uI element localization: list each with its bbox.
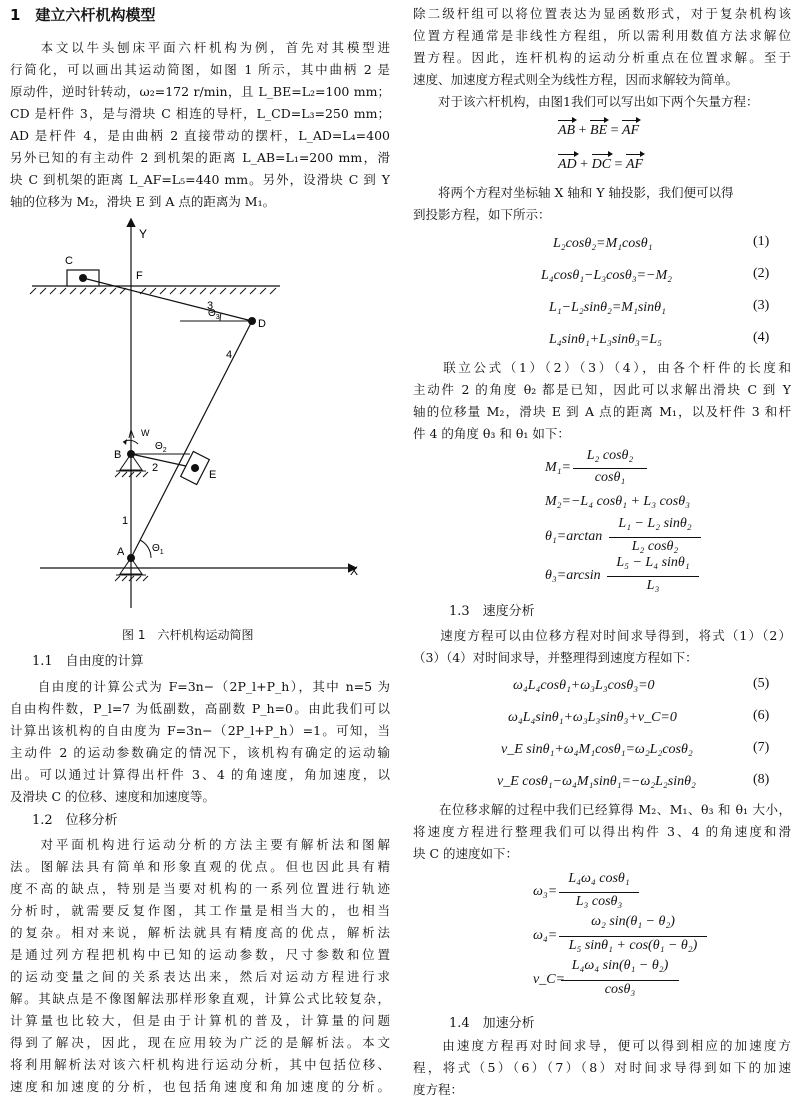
- omega4-numerator: ω₂ sin(θ₁ − θ₂): [591, 914, 675, 929]
- text-line: 解。其缺点是不像图解法那样形象直观，计算公式比较复杂，: [10, 991, 390, 1006]
- equation-number: (5): [753, 676, 770, 691]
- text-line: CD 是杆件 3，是与滑块 C 相连的导杆，L_CD=L₃=250 mm；: [10, 106, 390, 121]
- label-w: W: [141, 428, 150, 438]
- y-axis-label: Y: [139, 227, 148, 241]
- equation-number: (7): [753, 740, 770, 755]
- label-b: B: [114, 449, 122, 461]
- label-e: E: [209, 469, 217, 481]
- text-line: 速度、加速度方程式则全为线性方程，因而求解较为简单。: [413, 72, 739, 87]
- text-line: 将利用解析法对该六杆机构进行运动分析，其中包括位移、: [10, 1057, 390, 1072]
- text-line: 自由度的计算公式为 F=3n−（2P_l+P_h），其中 n=5 为: [10, 679, 390, 694]
- vector-equation-1: AB + BE = AF: [558, 121, 639, 141]
- label-c: C: [65, 255, 73, 267]
- theta2-label: $\Theta_2$: [155, 441, 167, 454]
- equation-6: ω₄L₄sinθ₁+ω₃L₃sinθ₃+v_C=0: [508, 710, 677, 725]
- m1-numerator: L₂ cosθ₂: [586, 448, 634, 463]
- theta3-lhs: θ₃=arcsin: [545, 568, 601, 583]
- theta1-lhs: θ₁=arctan: [545, 529, 603, 544]
- text-line: 对平面机构进行运动分析的方法主要有解析法和图解: [10, 837, 390, 852]
- text-line: 对于该六杆机构，由图1我们可以写出如下两个矢量方程：: [413, 94, 759, 109]
- equation-5: ω₄L₄cosθ₁+ω₃L₃cosθ₃=0: [513, 678, 655, 693]
- theta1-label: $\Theta_1$: [152, 543, 164, 556]
- text-line: 自由构件数，P_l=7 为低副数，高副数 P_h=0。由此我们可以: [10, 701, 390, 716]
- omega3-numerator: L₄ω₄ cosθ₁: [568, 871, 630, 886]
- text-line: 将速度方程进行整理我们可以得出构件 3、4 的角速度和滑: [413, 824, 791, 839]
- text-line: 计算量也比较大，但是由于计算机的普及，计算量的问题: [10, 1013, 390, 1028]
- text-line: AD 是杆件 4，是由曲柄 2 直接带动的摆杆，L_AD=L₄=400: [10, 128, 390, 143]
- text-line: 是通过列方程把机构中已知的运动参数，尺寸参数和位置: [10, 947, 390, 962]
- text-line: 出。可以通过计算得出杆件 3、4 的角速度，角加速度，以: [10, 767, 390, 782]
- m1-lhs: M₁=: [545, 460, 571, 475]
- equation-number: (4): [753, 330, 770, 345]
- text-line: 到投影方程，如下所示：: [413, 207, 551, 222]
- omega4-lhs: ω₄=: [533, 928, 558, 943]
- text-line: 分析时，就需要反复作图，其工作量是相当大的，也相当: [10, 903, 390, 918]
- link-3-number: 3: [207, 300, 214, 312]
- text-line: 轴的位移为 M₂，滑块 E 到 A 点的距离为 M₁。: [10, 194, 276, 209]
- vc-lhs: v_C=: [533, 972, 565, 987]
- text-line: 主动件 2 的角度 θ₂ 都是已知，因此可以求解出滑块 C 到 Y: [413, 382, 791, 397]
- label-f: F: [136, 270, 143, 282]
- text-line: 得到了解决，因此，现在应用较为广泛的是解析法。本文: [10, 1035, 390, 1050]
- label-a: A: [117, 546, 125, 558]
- link-4: [131, 321, 252, 558]
- subsection-heading: 1.1 自由度的计算: [32, 654, 144, 669]
- equation-3: L₁−L₂sinθ₂=M₁sinθ₁: [549, 300, 666, 315]
- theta3-denominator: L₃: [646, 578, 660, 593]
- theta3-label: $\Theta_3$: [208, 308, 220, 321]
- text-line: 块 C 到机架的距离 L_AF=L₅=440 mm。另外，设滑块 C 到 Y: [10, 172, 390, 187]
- link-3: [83, 278, 252, 321]
- text-line: 联立公式（1）（2）（3）（4），由各个杆件的长度和: [413, 360, 791, 375]
- text-line: 及滑块 C 的位移、速度和加速度等。: [10, 789, 216, 804]
- text-line: 度方程：: [413, 1082, 464, 1097]
- omega4-denominator: L₅ sinθ₁ + cos(θ₁ − θ₂): [568, 938, 698, 953]
- text-line: 件 4 的角度 θ₃ 和 θ₁ 如下：: [413, 426, 570, 441]
- text-line: （3）（4）对时间求导，并整理得到速度方程如下：: [413, 650, 698, 665]
- equation-number: (3): [753, 298, 770, 313]
- label-d: D: [258, 318, 266, 330]
- text-line: 计算出该机构的自由度为 F=3n−（2P_l+P_h）=1。可知，当: [10, 723, 390, 738]
- m2-expression: M₂=−L₄ cosθ₁ + L₃ cosθ₃: [545, 494, 690, 509]
- text-line: 位置方程通常是非线性方程组，所以需利用数值方法求解位: [413, 28, 791, 43]
- equation-number: (8): [753, 772, 770, 787]
- text-line: 本文以牛头刨床平面六杆机构为例，首先对其模型进: [10, 40, 390, 55]
- x-axis-label: X: [350, 564, 359, 578]
- text-line: 由速度方程再对时间求导，便可以得到相应的加速度方: [413, 1038, 791, 1053]
- equation-7: v_E sinθ₁+ω₄M₁cosθ₁=ω₂L₂cosθ₂: [501, 742, 693, 757]
- subsection-heading: 1.4 加速分析: [449, 1016, 535, 1031]
- text-line: 在位移求解的过程中我们已经算得 M₂、M₁、θ₃ 和 θ₁ 大小，: [413, 802, 791, 817]
- vc-numerator: L₄ω₄ sin(θ₁ − θ₂): [571, 958, 669, 973]
- slider-e: [181, 451, 210, 484]
- subsection-heading: 1.3 速度分析: [449, 604, 535, 619]
- subsection-heading: 1.2 位移分析: [32, 813, 118, 828]
- equation-2: L₄cosθ₁−L₃cosθ₃=−M₂: [541, 268, 672, 283]
- text-line: 速度和加速度的分析，也包括角速度和角加速度的分析。: [10, 1079, 390, 1094]
- section-heading: 1 建立六杆机构模型: [10, 6, 156, 24]
- equation-4: L₄sinθ₁+L₃sinθ₃=L₅: [549, 332, 663, 347]
- equation-number: (2): [753, 266, 770, 281]
- text-line: 的复杂。相对来说，解析法就具有精度高的优点，解析法: [10, 925, 390, 940]
- vc-denominator: cosθ₃: [604, 982, 636, 997]
- link-4-number: 4: [226, 349, 233, 361]
- text-line: 将两个方程对坐标轴 X 轴和 Y 轴投影，我们便可以得: [413, 185, 734, 200]
- text-line: 原动件，逆时针转动，ω₂=172 r/min，且 L_BE=L₂=100 mm；: [10, 84, 390, 99]
- theta1-numerator: L₁ − L₂ sinθ₂: [618, 516, 692, 531]
- text-line: 主动件 2 的运动参数确定的情况下，该机构有确定的运动输: [10, 745, 390, 760]
- equation-number: (6): [753, 708, 770, 723]
- link-2-number: 2: [152, 462, 159, 474]
- equation-number: (1): [753, 234, 770, 249]
- theta3-numerator: L₅ − L₄ sinθ₁: [616, 555, 690, 570]
- text-line: 度不高的缺点，特别是当要对机构的一系列位置进行轨迹: [10, 881, 390, 896]
- text-line: 轴的位移量 M₂，滑块 E 到 A 点的距离 M₁，以及杆件 3 和杆: [413, 404, 791, 419]
- text-line: 行简化，可以画出其运动简图，如图 1 所示，其中曲柄 2 是: [10, 62, 390, 77]
- m1-denominator: cosθ₁: [594, 470, 626, 485]
- omega3-denominator: L₃ cosθ₃: [575, 894, 623, 909]
- vector-equation-2: AD + DC = AF: [558, 155, 643, 175]
- text-line: 另外已知的有主动件 2 到机架的距离 L_AB=L₁=200 mm，滑: [10, 150, 390, 165]
- text-line: 法。图解法具有简单和形象直观的优点。但也因此具有精: [10, 859, 390, 874]
- mechanism-diagram: [10, 218, 390, 618]
- text-line: 除二级杆组可以将位置表达为显函数形式，对于复杂机构该: [413, 6, 791, 21]
- theta1-denominator: L₂ cosθ₂: [631, 539, 679, 554]
- text-line: 速度方程可以由位移方程对时间求导得到，将式（1）（2）: [413, 628, 791, 643]
- text-line: 置方程。因此，连杆机构的运动分析重点在位置求解。至于: [413, 50, 791, 65]
- omega3-lhs: ω₃=: [533, 884, 558, 899]
- link-1-number: 1: [122, 515, 129, 527]
- figure-caption: 图 1 六杆机构运动简图: [122, 628, 254, 642]
- equation-8: v_E cosθ₁−ω₄M₁sinθ₁=−ω₂L₂sinθ₂: [497, 774, 696, 789]
- text-line: 的运动变量之间的关系表达出来，然后对运动方程进行求: [10, 969, 390, 984]
- text-line: 块 C 的速度如下：: [413, 846, 519, 861]
- text-line: 程，将式（5）（6）（7）（8）对时间求导得到如下的加速: [413, 1060, 791, 1075]
- equation-1: L₂cosθ₂=M₁cosθ₁: [553, 236, 653, 251]
